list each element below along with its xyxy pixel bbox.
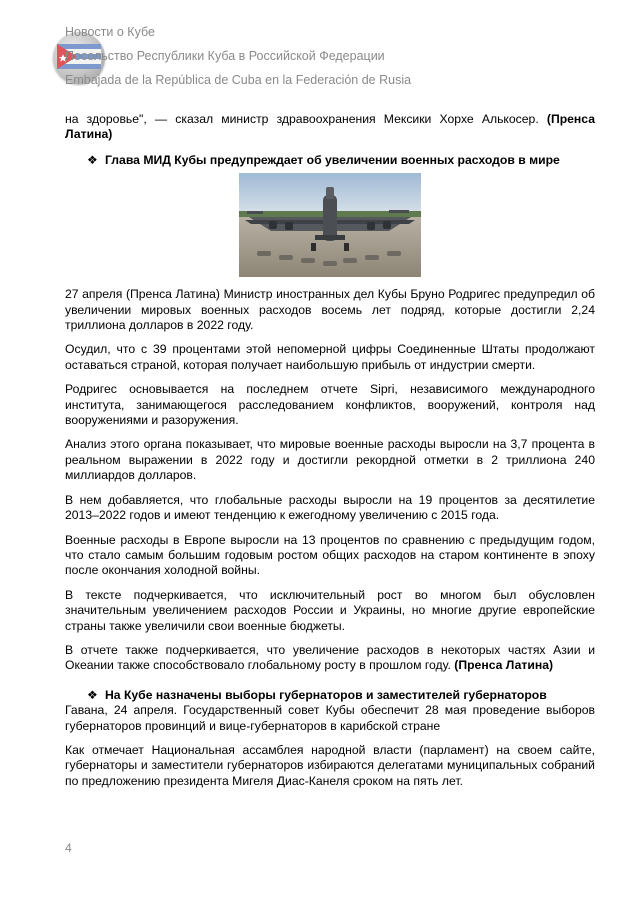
article2-title: На Кубе назначены выборы губернаторов и заместителей губернаторов [105,687,547,702]
article2-paragraph: Гавана, 24 апреля. Государственный совет Кубы обеспечит 28 мая проведение выборов губернаторов провинций и вице-губернаторов в карибской стране [65,703,595,733]
header-embassy-ru: Посольство Республики Куба в Российской Федерации [65,49,385,63]
article1-paragraph: Военные расходы в Европе выросли на 13 процентов по сравнению с предыдущим годом, что стало самым большим годовым ростом общих расходов на старом континенте в эпоху после окончания холодной войны. [65,532,595,578]
article1-paragraph: В нем добавляется, что глобальные расходы выросли на 19 процентов за десятилетие 2013–2022 годов и имеют тенденцию к ежегодному увеличению с 2015 года. [65,492,595,523]
article1-paragraph: Родригес основывается на последнем отчете Sipri, независимого международного института, занимающегося расследованием конфликтов, вооружений, контроля над вооружениями и разоружения. [65,382,595,428]
page-content [65,112,595,798]
intro-paragraph: на здоровье", — сказал министр здравоохранения Мексики Хорхе Алькосер. (Пренса Латина) [65,112,595,142]
article1-paragraph: 27 апреля (Пренса Латина) Министр иностранных дел Кубы Бруно Родригес предупредил об увеличении мировых военных расходов восемь лет подряд, которые достигли 2,24 триллиона долларов в 2022 году. [65,287,595,333]
page-header [65,24,605,94]
bullet-icon: ❖ [87,687,98,702]
article1-last-paragraph: В отчете также подчеркивается, что увеличение расходов в некоторых частях Азии и Океании также способствовало глобальному росту в прошлом году. (Пренса Латина) [65,642,595,673]
header-title: Новости о Кубе [65,25,155,39]
article1-heading [65,153,595,168]
page-number: 4 [65,841,72,855]
source-label: (Пренса Латина) [454,658,554,673]
military-aircraft-photo [239,173,421,277]
source-label: (Пренса Латина) [65,112,595,142]
bullet-icon: ❖ [87,152,98,167]
article2-paragraph: Как отмечает Национальная ассамблея народной власти (парламент) на своем сайте, губернаторы и заместители губернаторов избираются делегатами муниципальных собраний по предложению президента Мигеля Диас-Канеля сроком на пять лет. [65,742,595,788]
article1-title: Глава МИД Кубы предупреждает об увеличении военных расходов в мире [105,152,560,167]
article1-paragraph: Анализ этого органа показывает, что мировые военные расходы выросли на 3,7 процента в реальном выражении в 2022 году и достигли рекордной отметки в 2 триллиона 240 миллиардов долларов. [65,437,595,483]
article1-photo-container [65,173,595,277]
article2-heading [65,688,595,703]
header-embassy-es: Embajada de la República de Cuba en la Federación de Rusia [65,73,412,87]
article1-paragraph: Осудил, что с 39 процентами этой непомерной цифры Соединенные Штаты продолжают оставаться страной, которая получает наибольшую прибыль от индустрии смерти. [65,342,595,372]
article1-paragraph: В тексте подчеркивается, что исключительный рост во многом был обусловлен значительным увеличением расходов России и Украины, но многие другие европейские страны также увеличили свои военные бюджеты. [65,587,595,633]
